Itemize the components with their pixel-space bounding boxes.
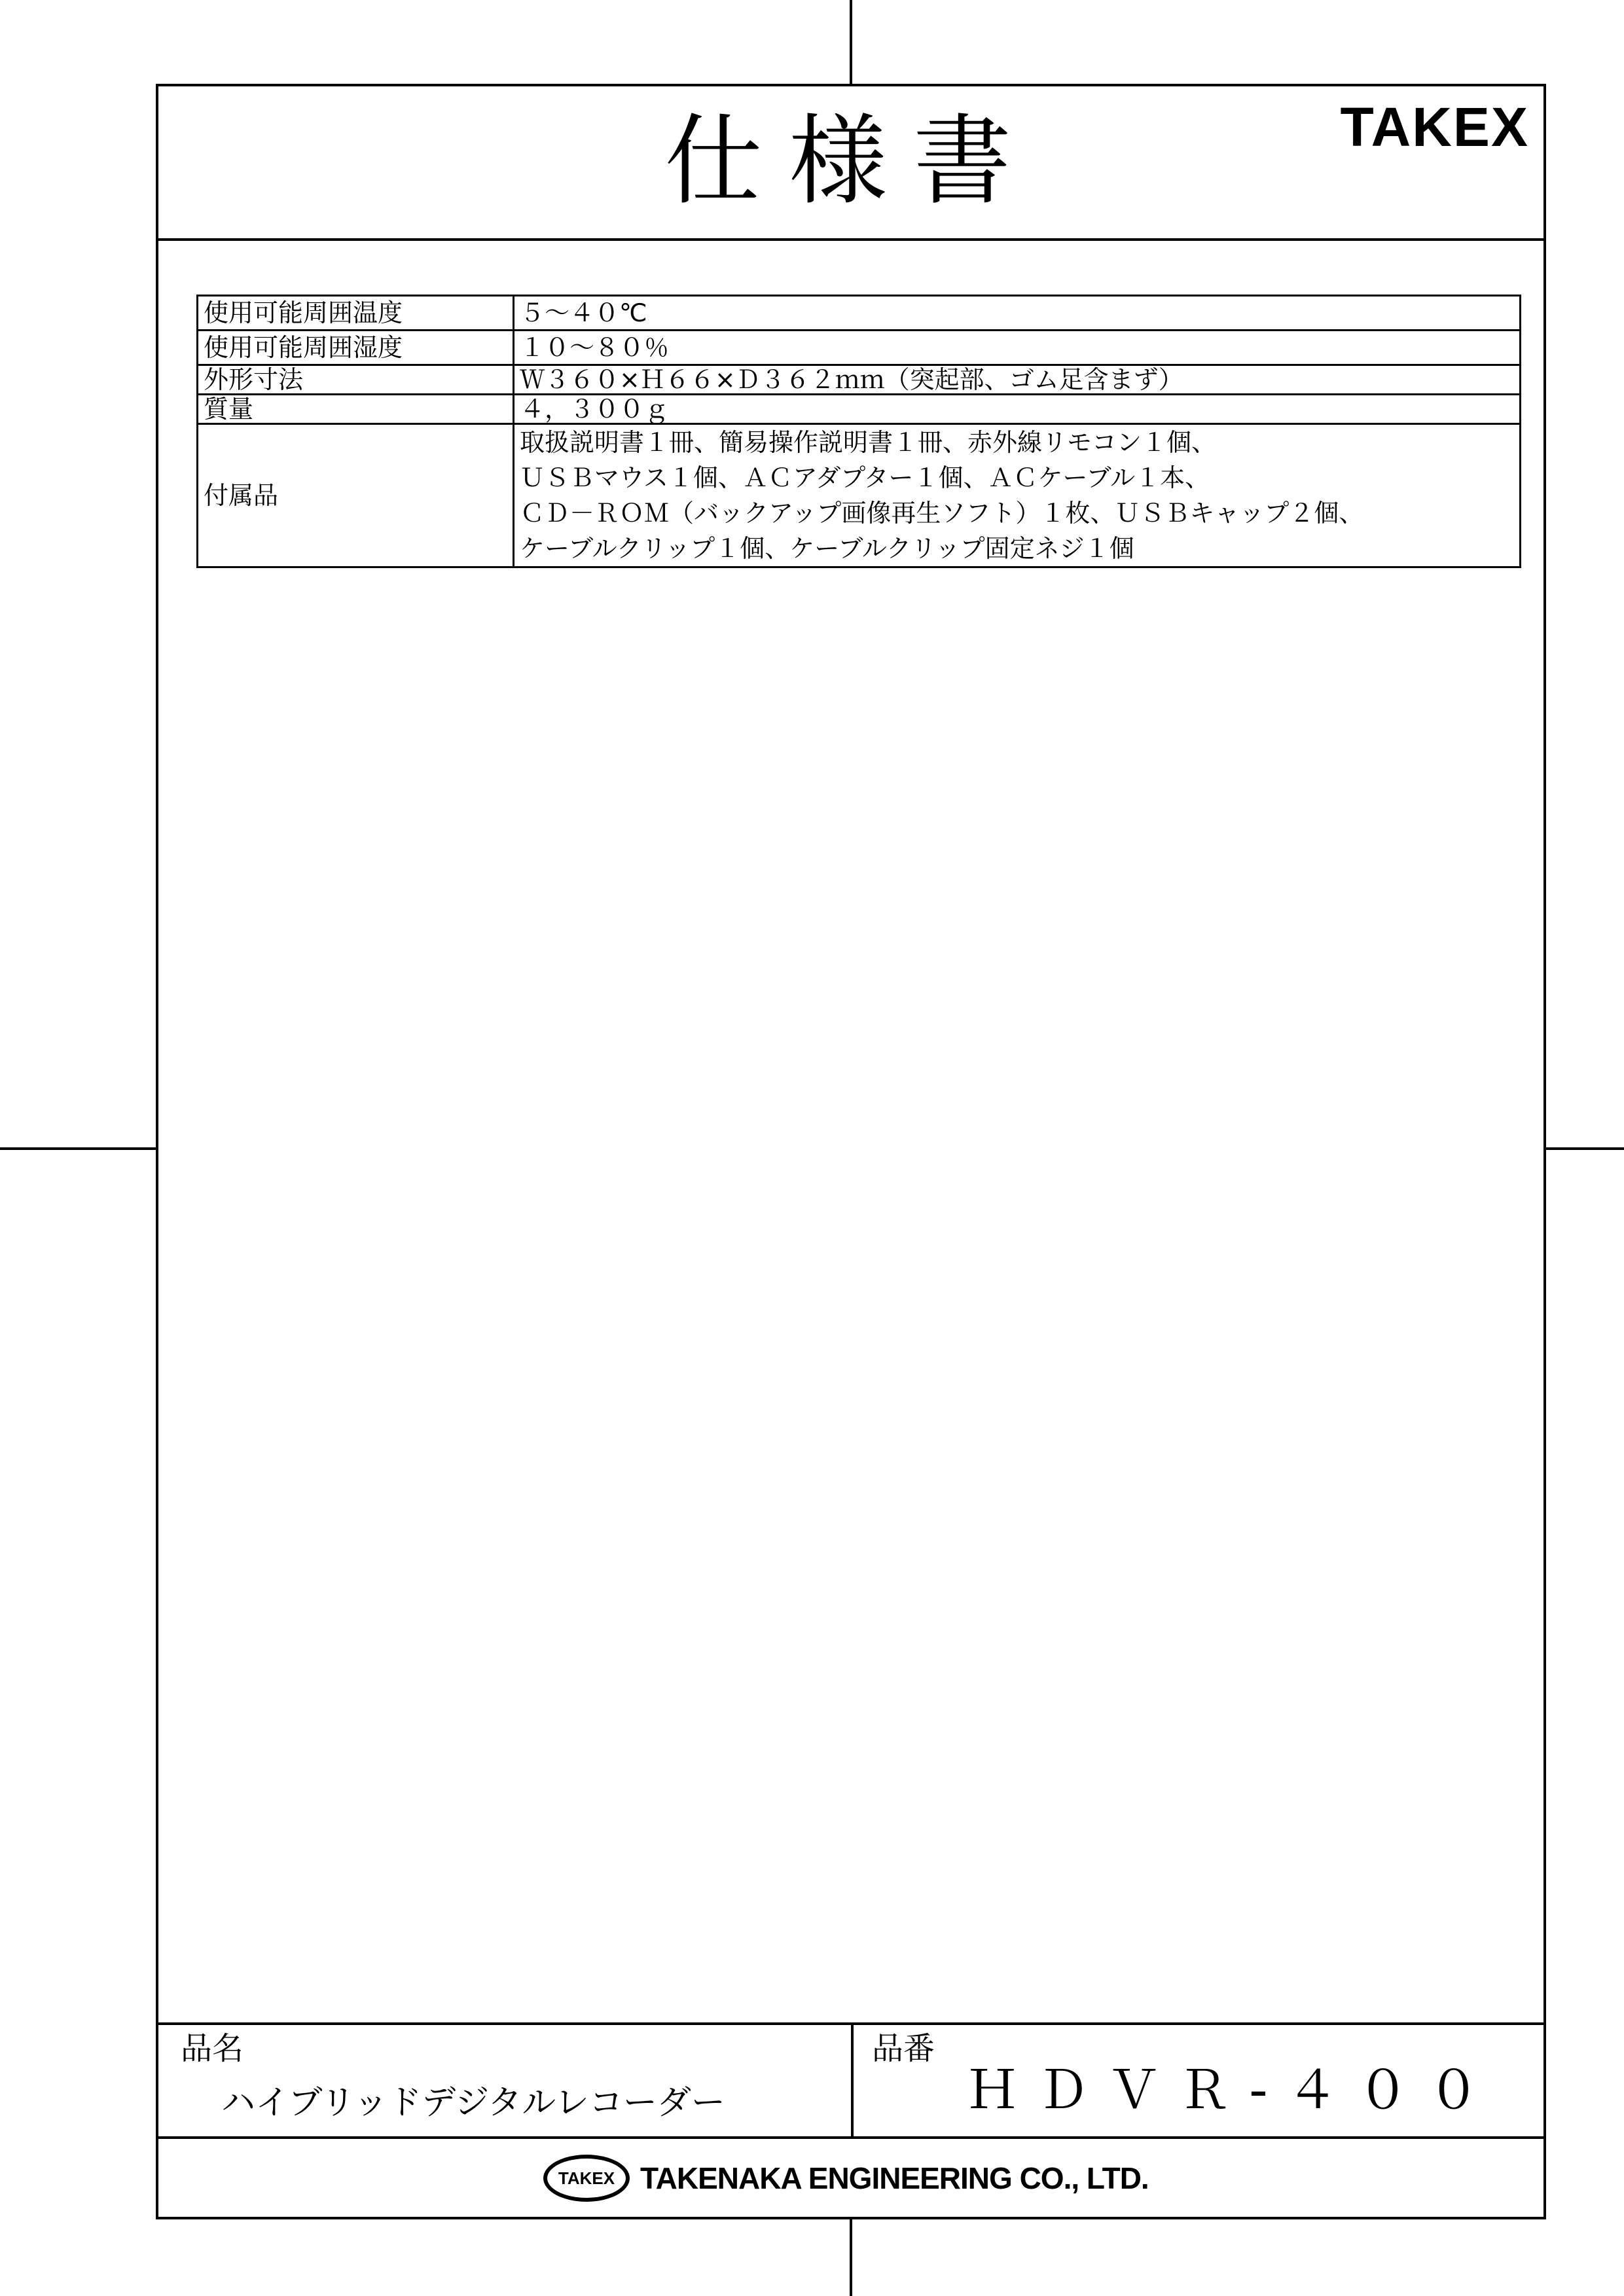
product-code-label: 品番 <box>872 2030 935 2067</box>
company-logo: TAKEX <box>543 2155 630 2202</box>
crop-mark-top <box>850 0 852 85</box>
accessory-line: ＣＤ－ＲＯＭ（バックアップ画像再生ソフト）１枚、ＵＳＢキャップ２個、 <box>520 499 1364 528</box>
spec-table <box>196 295 1521 568</box>
product-name-label: 品名 <box>181 2030 244 2067</box>
spec-label: 使用可能周囲温度 <box>198 296 514 331</box>
document-title: 仕様書 <box>664 105 1038 219</box>
accessory-line: ＵＳＢマウス１個、ＡＣアダプター１個、ＡＣケーブル１本、 <box>520 463 1210 492</box>
accessory-line: 取扱説明書１冊、簡易操作説明書１冊、赤外線リモコン１個、 <box>520 428 1217 457</box>
spec-row-humidity <box>198 331 1521 365</box>
accessory-line: ケーブルクリップ１個、ケーブルクリップ固定ネジ１個 <box>520 534 1134 563</box>
spec-label: 質量 <box>198 395 514 424</box>
crop-mark-bottom <box>850 2219 852 2296</box>
spec-label: 使用可能周囲湿度 <box>198 331 514 365</box>
spec-value: ５～４０℃ <box>514 296 1521 331</box>
document-frame <box>156 84 1546 2219</box>
spec-row-temperature <box>198 296 1521 331</box>
spec-value: １０～８０％ <box>514 331 1521 365</box>
company-name: TAKENAKA ENGINEERING CO., LTD. <box>640 2161 1149 2195</box>
spec-value: ４，３００ｇ <box>514 395 1521 424</box>
company-footer <box>158 2139 1543 2217</box>
product-code: ＨＤＶＲ-４００ <box>966 2060 1498 2121</box>
spec-row-accessories <box>198 424 1521 567</box>
spec-row-dimensions <box>198 365 1521 395</box>
spec-value <box>514 424 1521 567</box>
crop-mark-left <box>0 1147 157 1150</box>
spec-label: 付属品 <box>198 424 514 567</box>
spec-label: 外形寸法 <box>198 365 514 395</box>
product-info-box <box>158 2022 1543 2139</box>
crop-mark-right <box>1545 1147 1624 1150</box>
product-name: ハイブリッドデジタルレコーダー <box>221 2083 725 2123</box>
document-header <box>158 86 1543 241</box>
takex-logo: TAKEX <box>1340 96 1529 158</box>
spec-value: Ｗ３６０×Ｈ６６×Ｄ３６２ｍｍ（突起部、ゴム足含まず） <box>514 365 1521 395</box>
divider <box>851 2025 854 2136</box>
spec-row-weight <box>198 395 1521 424</box>
